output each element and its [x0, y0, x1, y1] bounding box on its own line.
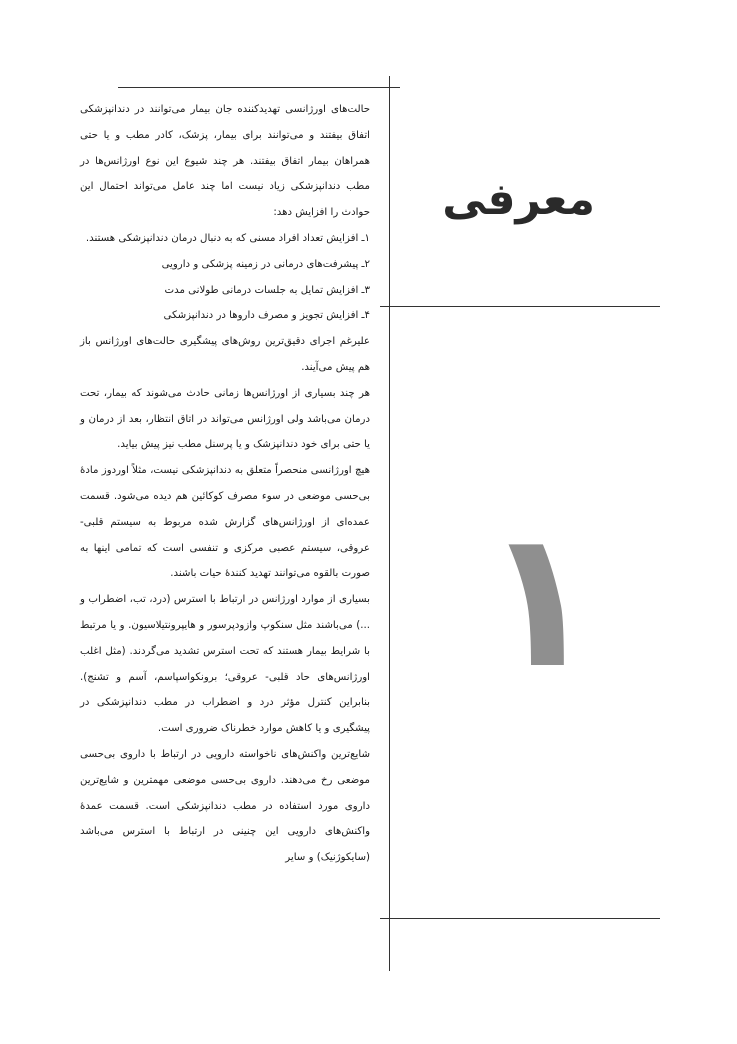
paragraph: علیرغم اجرای دقیق‌ترین روش‌های پیشگیری حالت‌های اورژانس باز هم پیش می‌آیند. [80, 336, 370, 373]
list-item: ۳ـ افزایش تمایل به جلسات درمانی طولانی مدت [164, 284, 370, 296]
middle-rule [380, 306, 660, 307]
paragraph: هیچ اورژانسی منحصراً متعلق به دندانپزشکی نیست، مثلاً اوردوز مادهٔ بی‌حسی موضعی در سوء مصرف کوکائین هم دیده می‌شود. قسمت عمده‌ای از اورژانس‌های گزارش شده مربوط به سیستم قلبی- عروقی، سیستم عصبی مرکزی و تنفسی است که تمامی اینها به صورت بالقوه می‌توانند تهدید کنندهٔ حیات باشند. [80, 465, 370, 580]
paragraph: هر چند بسیاری از اورژانس‌ها زمانی حادث می‌شوند که بیمار، تحت درمان می‌باشد ولی اورژانس می‌تواند در اتاق انتظار، بعد از درمان و یا حتی برای خود دندانپزشک و یا پرسنل مطب نیز پیش بیاید. [80, 387, 370, 451]
paragraph: بسیاری از موارد اورژانس در ارتباط با استرس (درد، تب، اضطراب و ...) می‌باشند مثل سنکوپ وازودپرسور و هایپرونتیلاسیون. و یا مرتبط با شرایط بیمار هستند که تحت استرس تشدید می‌گردند. (مثل اغلب اورژانس‌های حاد قلبی- عروقی؛ برونکواسپاسم، آسم و تشنج). بنابراین کنترل مؤثر درد و اضطراب در مطب دندانپزشکی در پیشگیری و یا کاهش موارد خطرناک ضروری است. [80, 594, 370, 735]
list-item: ۴ـ افزایش تجویز و مصرف داروها در دندانپزشکی [163, 310, 370, 322]
chapter-number: ۱ [482, 489, 598, 710]
bottom-rule [380, 918, 660, 919]
body-text [80, 97, 370, 871]
list-item: ۱ـ افزایش تعداد افراد مسنی که به دنبال درمان دندانپزشکی هستند. [85, 232, 370, 244]
paragraph: حالت‌های اورژانسی تهدیدکننده جان بیمار می‌توانند در دندانپزشکی اتفاق بیفتند و می‌توانند برای بیمار، پزشک، کادر مطب و یا حتی همراهان بیمار اتفاق بیفتند. هر چند شیوع این نوع اورژانس‌ها در مطب دندانپزشکی زیاد نیست اما چند عامل می‌تواند احتمال این حوادث را افزایش دهد: [80, 104, 370, 219]
top-rule [118, 87, 400, 88]
chapter-title: معرفی [442, 174, 595, 225]
list-item: ۲ـ پیشرفت‌های درمانی در زمینه پزشکی و دارویی [161, 258, 370, 270]
vertical-divider [389, 76, 390, 971]
paragraph: شایع‌ترین واکنش‌های ناخواسته دارویی در ارتباط با داروی بی‌حسی موضعی رخ می‌دهند. داروی بی‌حسی موضعی مهمترین و شایع‌ترین داروی مورد استفاده در مطب دندانپزشکی است. قسمت عمدهٔ واکنش‌های دارویی این چنینی در ارتباط با استرس می‌باشد (سایکوژنیک) و سایر [80, 748, 370, 864]
